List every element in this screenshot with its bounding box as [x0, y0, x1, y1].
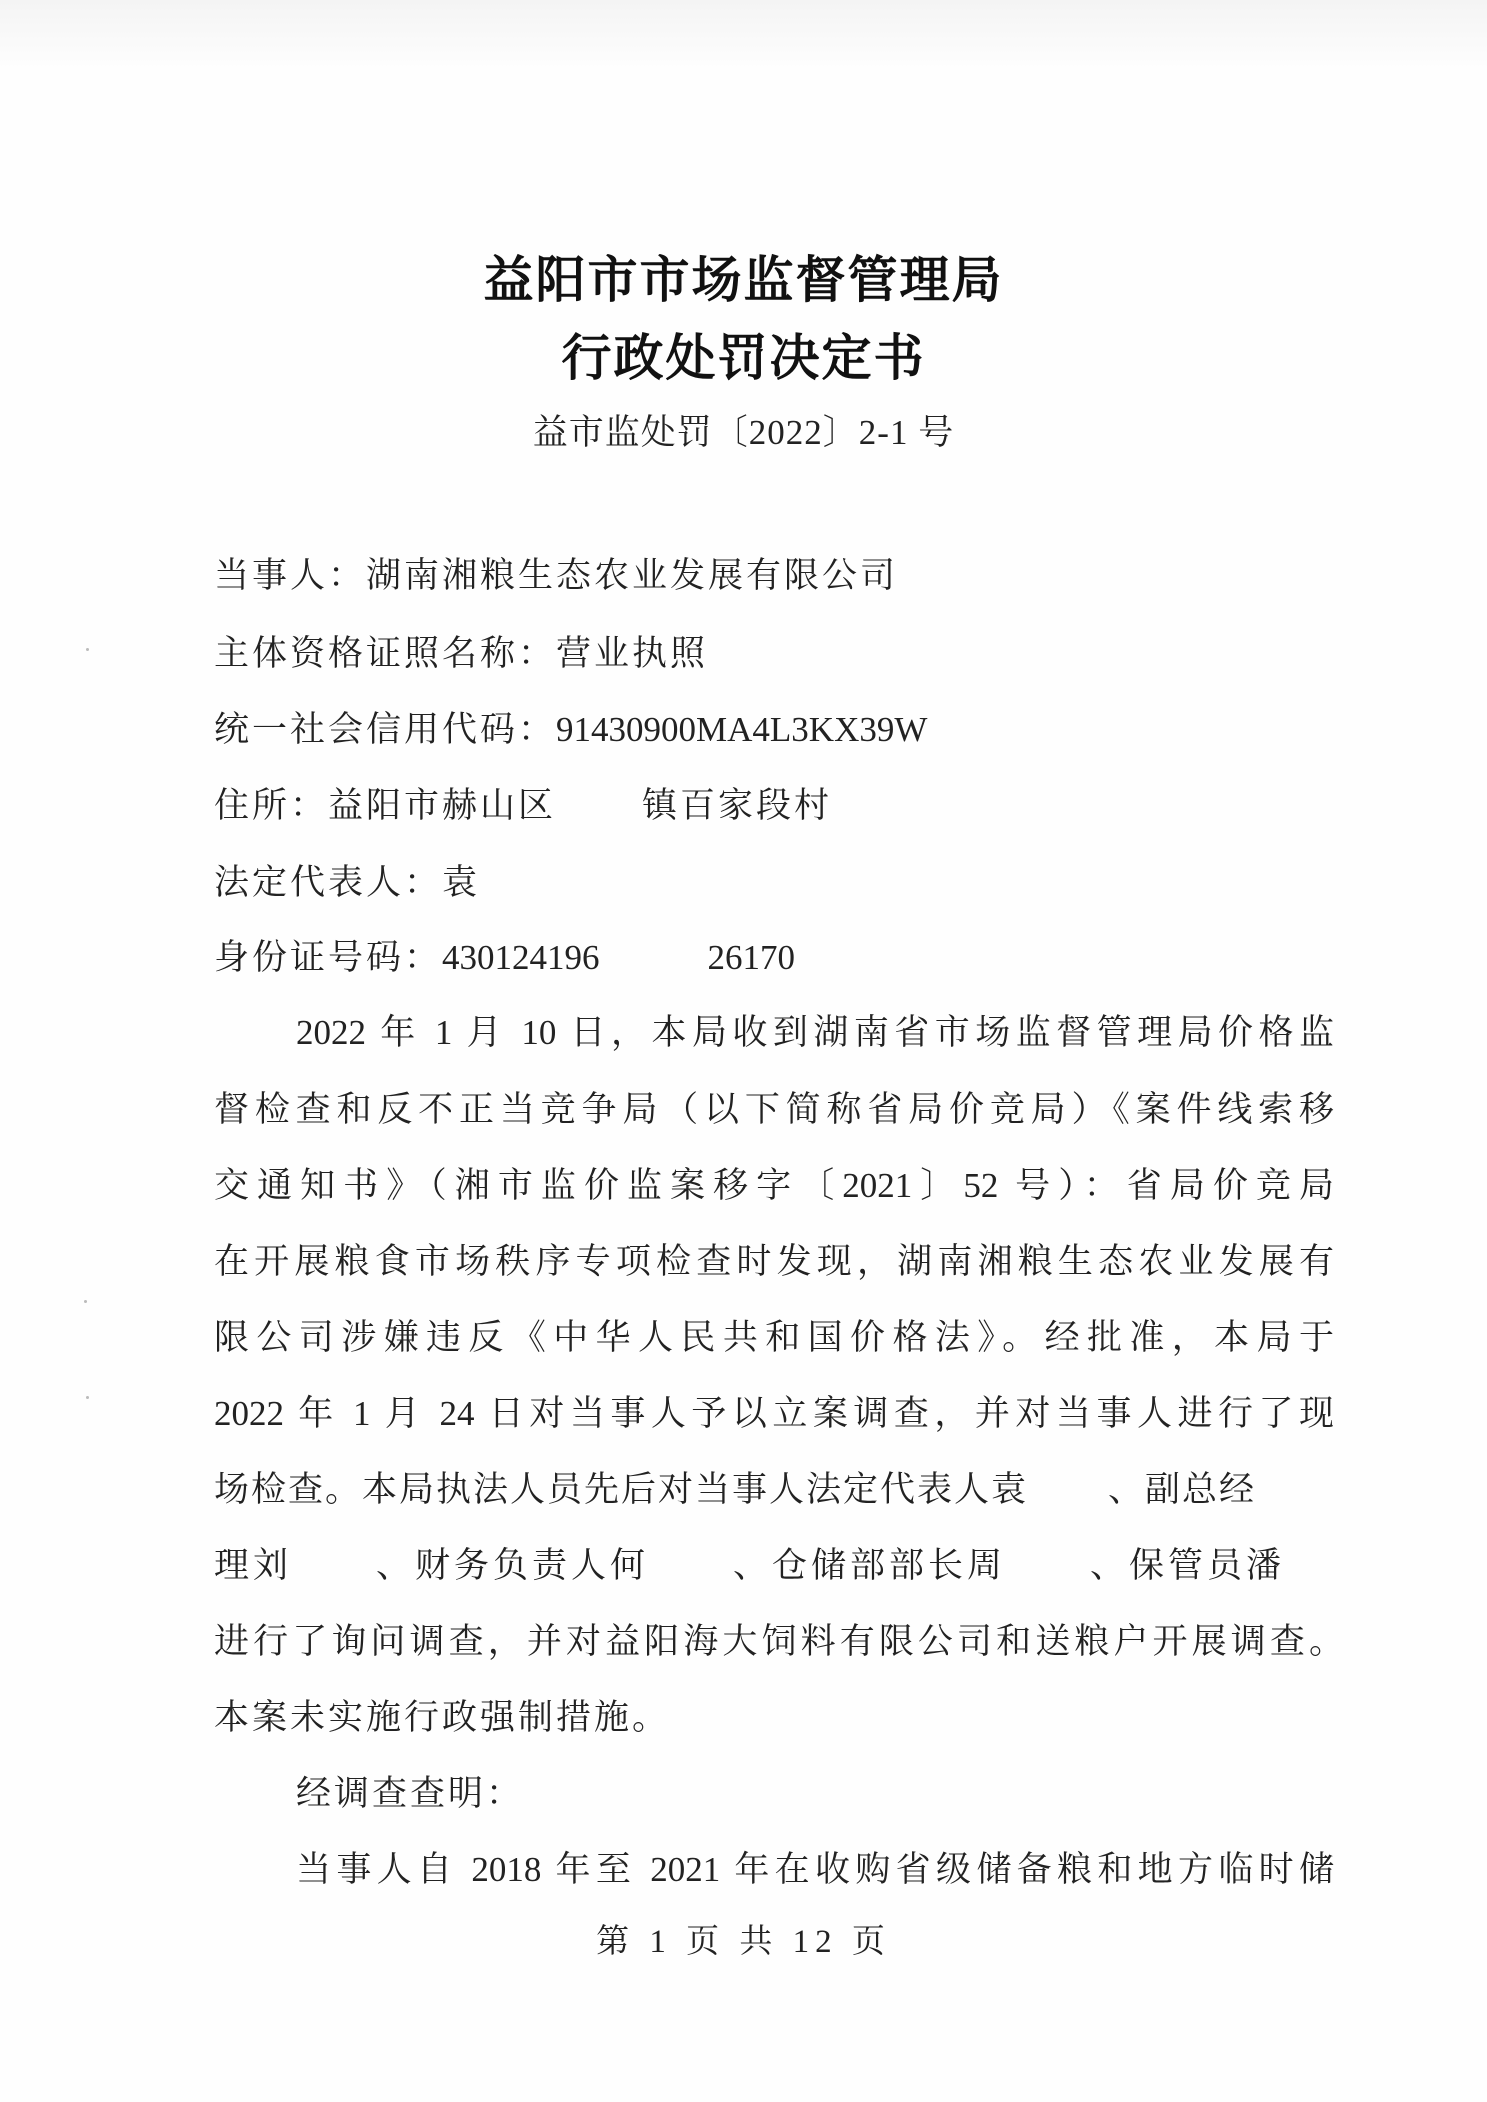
address-label: 住所：: [214, 786, 329, 825]
document-subtitle: 行政处罚决定书: [561, 328, 926, 387]
id-number-part1: 430124196: [442, 938, 600, 977]
paragraph-line-part: 、保管员潘: [1090, 1546, 1286, 1585]
paragraph-line-part: 、仓储部部长周: [733, 1546, 1007, 1585]
scan-shadow: [0, 0, 1487, 70]
paragraph-line: [214, 1538, 1285, 1588]
party-name-value: 湖南湘粮生态农业发展有限公司: [366, 556, 899, 595]
credit-code-row: [214, 702, 927, 752]
legal-rep-row: [214, 855, 480, 905]
paragraph-line-part: 场检查。本局执法人员先后对当事人法定代表人袁: [214, 1470, 1029, 1509]
scan-speck: [84, 1300, 87, 1303]
paragraph-line: 本案未实施行政强制措施。: [214, 1698, 671, 1737]
license-value: 营业执照: [556, 634, 709, 673]
paragraph-line: 进行了询问调查，并对益阳海大饲料有限公司和送粮户开展调查。: [214, 1622, 1344, 1661]
id-number-label: 身份证号码：: [214, 938, 443, 977]
license-label: 主体资格证照名称：: [214, 634, 557, 673]
page-footer: 第 1 页 共 12 页: [596, 1924, 891, 1960]
paragraph-line: 当事人自 2018 年至 2021 年在收购省级储备粮和地方临时储: [296, 1850, 1334, 1889]
paragraph-line-part: 、副总经: [1108, 1470, 1257, 1509]
license-row: [214, 626, 708, 676]
address-value-part2: 镇百家段村: [642, 786, 833, 825]
party-name-row: [214, 548, 898, 598]
address-row: [214, 778, 832, 828]
paragraph-line-part: 、财务负责人何: [376, 1546, 650, 1585]
paragraph-line: 交通知书》（湘市监价监案移字〔2021〕52 号）：省局价竞局: [214, 1166, 1334, 1205]
credit-code-value: 91430900MA4L3KX39W: [556, 710, 928, 749]
address-value-part1: 益阳市赫山区: [328, 786, 557, 825]
legal-rep-value: 袁: [442, 863, 481, 902]
party-name-label: 当事人：: [214, 556, 367, 595]
legal-rep-label: 法定代表人：: [214, 863, 443, 902]
credit-code-label: 统一社会信用代码：: [214, 710, 557, 749]
paragraph-line: 2022 年 1 月 10 日，本局收到湖南省市场监督管理局价格监: [296, 1013, 1334, 1052]
scan-speck: [86, 648, 89, 651]
section-heading: 经调查查明：: [296, 1774, 525, 1813]
document-number: 益市监处罚〔2022〕2-1 号: [532, 413, 955, 452]
paragraph-line: 2022 年 1 月 24 日对当事人予以立案调查，并对当事人进行了现: [214, 1394, 1334, 1433]
paragraph-line-part: 理刘: [214, 1546, 293, 1585]
paragraph-line: [214, 1462, 1256, 1512]
paragraph-line: 限公司涉嫌违反《中华人民共和国价格法》。经批准，本局于: [214, 1318, 1334, 1357]
id-number-row: [214, 930, 795, 980]
paragraph-line: 在开展粮食市场秩序专项检查时发现，湖南湘粮生态农业发展有: [214, 1242, 1334, 1281]
id-number-part2: 26170: [707, 938, 796, 977]
document-title: 益阳市市场监督管理局: [483, 250, 1004, 309]
paragraph-line: 督检查和反不正当竞争局（以下简称省局价竞局）《案件线索移: [214, 1090, 1334, 1129]
scan-speck: [86, 1396, 89, 1399]
